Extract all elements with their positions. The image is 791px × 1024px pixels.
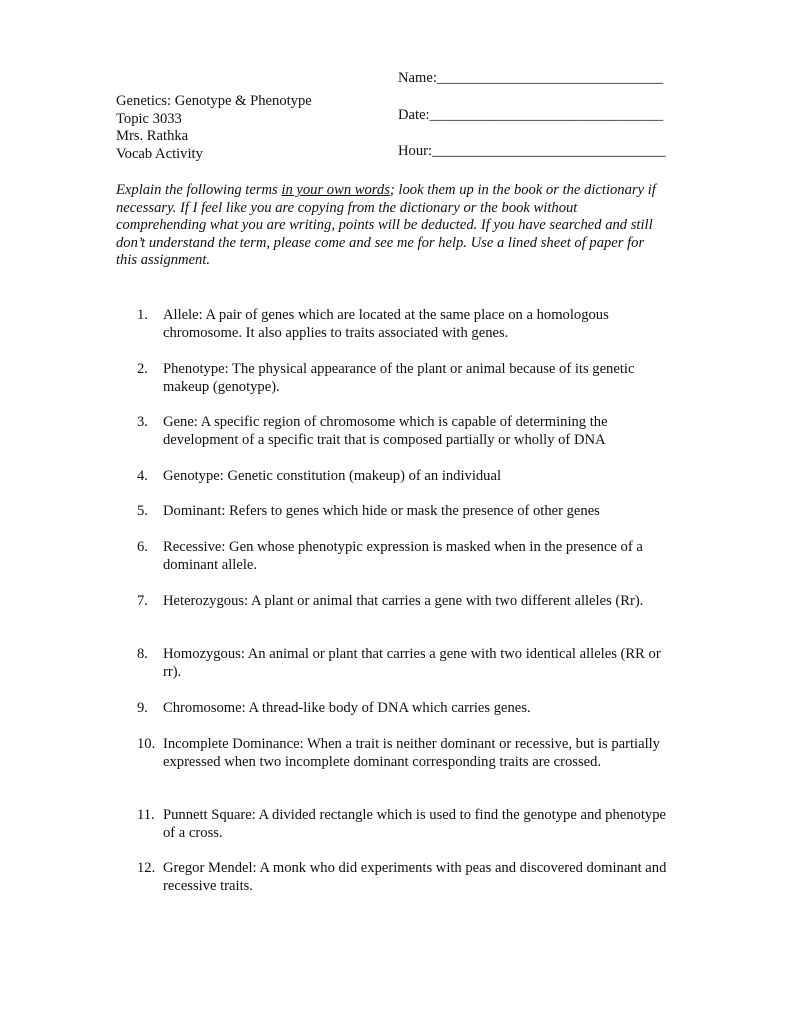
instructions-text-rest: ; look them up in the book or the dictionary if necessary. If I feel like you are copying from the dictionary or the book without comprehending what you are writing, points will be deducted. If you have searched and still don’t understand the term, please come and see me for help. Use a lined sheet of paper for this assignment. [116,182,656,269]
activity-type: Vocab Activity [116,145,203,162]
date-blank-line[interactable]: ________________________________ [429,107,664,123]
item-number: 12. [137,860,156,876]
item-definition: Gregor Mendel: A monk who did experiments with peas and discovered dominant and recessive traits. [163,860,667,894]
name-blank-line[interactable]: _______________________________ [436,70,664,86]
item-number: 8. [137,646,148,662]
item-definition: Incomplete Dominance: When a trait is neither dominant or recessive, but is partially expressed when two incomplete dominant corresponding traits are crossed. [163,736,660,770]
item-number: 7. [137,593,148,609]
item-number: 3. [137,414,148,430]
item-definition: Allele: A pair of genes which are located at the same place on a homologous chromosome. It also applies to traits associated with genes. [163,307,609,341]
teacher-name: Mrs. Rathka [116,128,189,145]
item-number: 10. [137,736,156,752]
hour-label: Hour: [398,143,433,159]
item-definition: Heterozygous: A plant or animal that carries a gene with two different alleles (Rr). [163,593,644,609]
item-definition: Dominant: Refers to genes which hide or mask the presence of other genes [163,503,600,519]
item-number: 5. [137,503,148,519]
item-definition: Genotype: Genetic constitution (makeup) of an individual [163,468,502,484]
instructions-text-start: Explain the following terms [116,182,282,198]
item-definition: Recessive: Gen whose phenotypic expression is masked when in the presence of a dominant allele. [163,539,643,573]
item-number: 11. [137,807,155,823]
date-label: Date: [398,107,430,123]
item-definition: Phenotype: The physical appearance of the plant or animal because of its genetic makeup (genotype). [163,361,635,395]
item-number: 6. [137,539,148,555]
name-label: Name: [398,70,437,86]
topic-number: Topic 3033 [116,110,182,127]
hour-blank-line[interactable]: ________________________________ [432,143,666,159]
item-definition: Gene: A specific region of chromosome which is capable of determining the development of a specific trait that is composed partially or wholly of DNA [163,414,608,448]
worksheet-title: Genetics: Genotype & Phenotype [116,93,312,109]
instructions-emphasis: in your own words [281,182,390,198]
item-definition: Homozygous: An animal or plant that carries a gene with two identical alleles (RR or rr). [163,646,661,680]
item-definition: Chromosome: A thread-like body of DNA which carries genes. [163,700,531,716]
item-definition: Punnett Square: A divided rectangle which is used to find the genotype and phenotype of a cross. [163,807,666,841]
item-number: 9. [137,700,148,716]
item-number: 4. [137,468,148,484]
item-number: 2. [137,361,148,377]
item-number: 1. [137,307,148,323]
